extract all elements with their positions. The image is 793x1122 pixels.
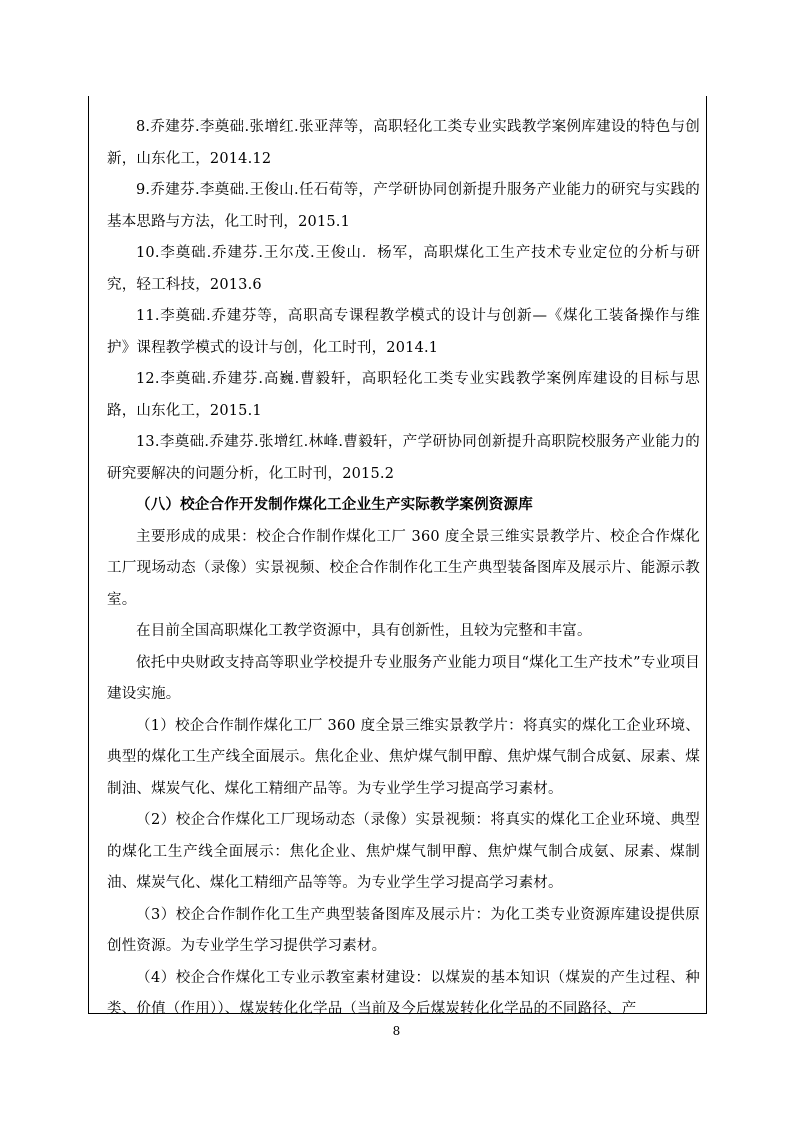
- section-heading: （八）校企合作开发制作煤化工企业生产实际教学案例资源库: [136, 497, 533, 513]
- reference-10: 10.李奠础.乔建芬.王尔茂.王俊山．杨军，高职煤化工生产技术专业定位的分析与研究，轻工科技，2013.6: [107, 245, 700, 293]
- document-body: [107, 112, 700, 1026]
- reference-9: 9.乔建芬.李奠础.王俊山.任石荀等，产学研协同创新提升服务产业能力的研究与实践的基本思路与方法，化工时刊，2015.1: [107, 182, 700, 230]
- section-paragraph-project: 依托中央财政支持高等职业学校提升专业服务产业能力项目“煤化工生产技术”专业项目建设实施。: [107, 654, 700, 702]
- section-item-1: （1）校企合作制作煤化工厂 360 度全景三维实景教学片：将真实的煤化工企业环境、典型的煤化工生产线全面展示。焦化企业、焦炉煤气制甲醇、焦炉煤气制合成氨、尿素、煤制油、煤炭气化、煤化工精细产品等。为专业学生学习提高学习素材。: [107, 717, 700, 797]
- section-item-3: （3）校企合作制作化工生产典型装备图库及展示片：为化工类专业资源库建设提供原创性资源。为专业学生学习提供学习素材。: [107, 906, 700, 954]
- reference-12: 12.李奠础.乔建芬.高巍.曹毅轩，高职轻化工类专业实践教学案例库建设的目标与思路，山东化工，2015.1: [107, 371, 700, 419]
- section-paragraph-innovation: 在目前全国高职煤化工教学资源中，具有创新性，且较为完整和丰富。: [136, 623, 592, 639]
- reference-8: 8.乔建芬.李奠础.张增红.张亚萍等，高职轻化工类专业实践教学案例库建设的特色与创新，山东化工，2014.12: [107, 119, 700, 167]
- reference-11: 11.李奠础.乔建芬等，高职高专课程教学模式的设计与创新—《煤化工装备操作与维护》课程教学模式的设计与创，化工时刊，2014.1: [107, 308, 700, 356]
- reference-13: 13.李奠础.乔建芬.张增红.林峰.曹毅轩，产学研协同创新提升高职院校服务产业能力的研究要解决的问题分析，化工时刊，2015.2: [107, 434, 700, 482]
- page-number: 8: [392, 1024, 401, 1038]
- section-paragraph-outcomes: 主要形成的成果：校企合作制作煤化工厂 360 度全景三维实景教学片、校企合作煤化工厂现场动态（录像）实景视频、校企合作制作化工生产典型装备图库及展示片、能源示教室。: [107, 528, 700, 608]
- section-item-2: （2）校企合作煤化工厂现场动态（录像）实景视频：将真实的煤化工企业环境、典型的煤化工生产线全面展示：焦化企业、焦炉煤气制甲醇、焦炉煤气制合成氨、尿素、煤制油、煤炭气化、煤化工精细产品等等。为专业学生学习提高学习素材。: [107, 812, 700, 891]
- section-item-4: （4）校企合作煤化工专业示教室素材建设：以煤炭的基本知识（煤炭的产生过程、种类、价值（作用））、煤炭转化化学品（当前及今后煤炭转化化学品的不同路径、产: [107, 969, 700, 1017]
